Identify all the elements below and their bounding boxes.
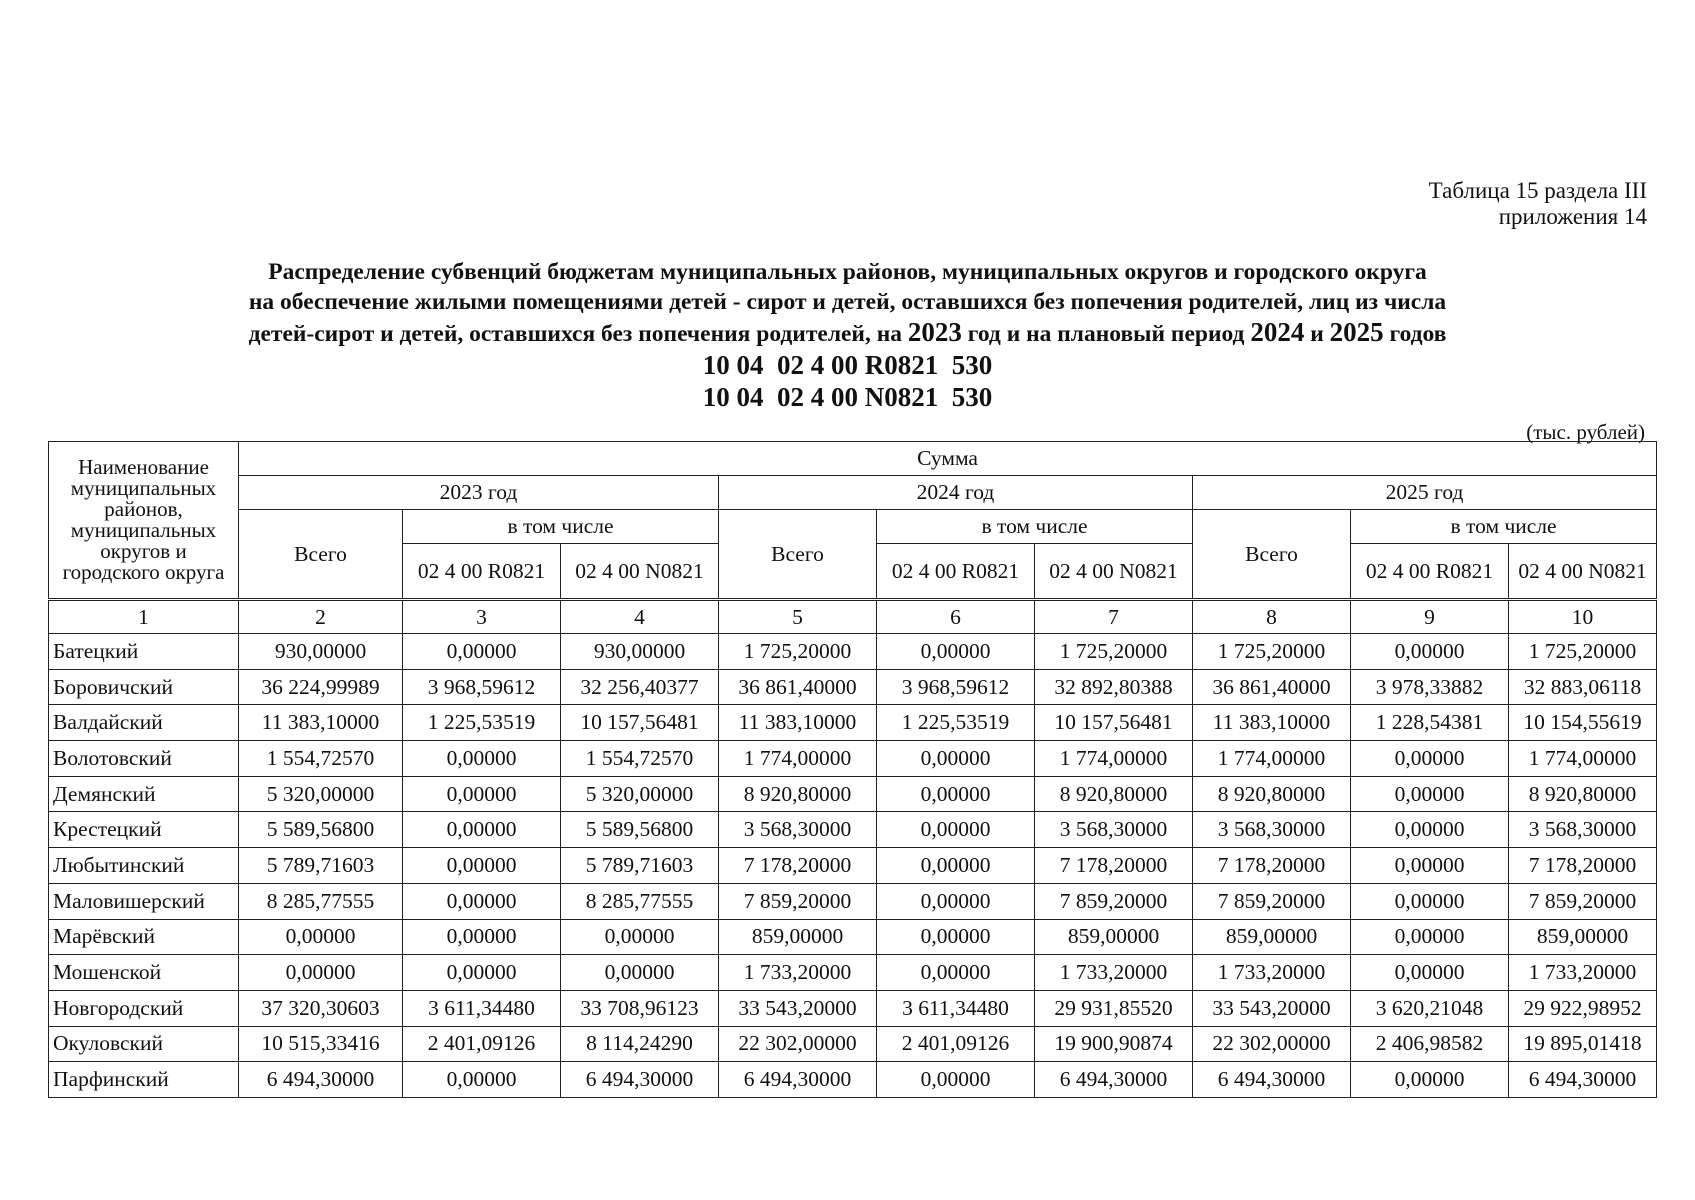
amount-cell: 7 859,20000 — [1035, 883, 1193, 919]
amount-cell: 7 178,20000 — [1509, 848, 1657, 884]
amount-cell: 1 733,20000 — [1035, 955, 1193, 991]
amount-cell: 1 733,20000 — [1509, 955, 1657, 991]
amount-cell: 29 922,98952 — [1509, 990, 1657, 1026]
amount-cell: 11 383,10000 — [1193, 705, 1351, 741]
header-row-including — [49, 510, 1657, 544]
column-header-r0821-2023: 02 4 00 R0821 — [403, 544, 561, 600]
amount-cell: 10 515,33416 — [239, 1026, 403, 1062]
amount-cell: 19 900,90874 — [1035, 1026, 1193, 1062]
amount-cell: 1 774,00000 — [1509, 741, 1657, 777]
amount-cell: 1 725,20000 — [1035, 634, 1193, 670]
amount-cell: 1 225,53519 — [403, 705, 561, 741]
amount-cell: 0,00000 — [1351, 634, 1509, 670]
amount-cell: 0,00000 — [877, 776, 1035, 812]
amount-cell: 8 920,80000 — [1509, 776, 1657, 812]
amount-cell: 10 154,55619 — [1509, 705, 1657, 741]
district-name: Марёвский — [49, 919, 239, 955]
amount-cell: 0,00000 — [877, 741, 1035, 777]
amount-cell: 0,00000 — [561, 955, 719, 991]
title-line-3-part-a: детей-сирот и детей, оставшихся без попечения родителей, на — [248, 321, 908, 347]
amount-cell: 10 157,56481 — [1035, 705, 1193, 741]
table-row — [49, 883, 1657, 919]
amount-cell: 36 861,40000 — [719, 669, 877, 705]
amount-cell: 0,00000 — [403, 848, 561, 884]
amount-cell: 0,00000 — [403, 634, 561, 670]
amount-cell: 8 920,80000 — [1193, 776, 1351, 812]
column-header-n0821-2025: 02 4 00 N0821 — [1509, 544, 1657, 600]
amount-cell: 1 554,72570 — [561, 741, 719, 777]
amount-cell: 5 789,71603 — [561, 848, 719, 884]
amount-cell: 36 861,40000 — [1193, 669, 1351, 705]
amount-cell: 6 494,30000 — [1509, 1062, 1657, 1098]
amount-cell: 0,00000 — [403, 1062, 561, 1098]
amount-cell: 8 114,24290 — [561, 1026, 719, 1062]
amount-cell: 5 589,56800 — [561, 812, 719, 848]
amount-cell: 0,00000 — [1351, 1062, 1509, 1098]
column-number: 6 — [877, 600, 1035, 634]
amount-cell: 0,00000 — [403, 883, 561, 919]
district-name: Новгородский — [49, 990, 239, 1026]
title-line-1: Распределение субвенций бюджетам муниципальных районов, муниципальных округов и городского округа — [268, 259, 1427, 285]
amount-cell: 1 725,20000 — [719, 634, 877, 670]
amount-cell: 32 256,40377 — [561, 669, 719, 705]
amount-cell: 1 774,00000 — [1035, 741, 1193, 777]
amount-cell: 7 859,20000 — [719, 883, 877, 919]
amount-cell: 1 225,53519 — [877, 705, 1035, 741]
amount-cell: 1 554,72570 — [239, 741, 403, 777]
district-name: Демянский — [49, 776, 239, 812]
appendix-reference-line1: Таблица 15 раздела III — [1428, 178, 1647, 203]
header-row-sum — [49, 442, 1657, 476]
amount-cell: 859,00000 — [1509, 919, 1657, 955]
column-header-including-2024: в том числе — [877, 510, 1193, 544]
table-row — [49, 669, 1657, 705]
column-number: 2 — [239, 600, 403, 634]
amount-cell: 6 494,30000 — [239, 1062, 403, 1098]
column-number: 7 — [1035, 600, 1193, 634]
amount-cell: 0,00000 — [561, 919, 719, 955]
column-header-including-2023: в том числе — [403, 510, 719, 544]
amount-cell: 0,00000 — [877, 955, 1035, 991]
amount-cell: 7 859,20000 — [1509, 883, 1657, 919]
title-line-3-part-c: и — [1304, 321, 1330, 347]
amount-cell: 3 968,59612 — [403, 669, 561, 705]
budget-code-r0821: 10 04 02 4 00 R0821 530 — [702, 350, 993, 380]
title-line-3-part-d: годов — [1383, 321, 1447, 347]
amount-cell: 11 383,10000 — [719, 705, 877, 741]
amount-cell: 22 302,00000 — [719, 1026, 877, 1062]
amount-cell: 0,00000 — [403, 812, 561, 848]
amount-cell: 0,00000 — [403, 955, 561, 991]
amount-cell: 859,00000 — [1193, 919, 1351, 955]
amount-cell: 3 611,34480 — [403, 990, 561, 1026]
amount-cell: 0,00000 — [877, 1062, 1035, 1098]
amount-cell: 29 931,85520 — [1035, 990, 1193, 1026]
amount-cell: 3 611,34480 — [877, 990, 1035, 1026]
column-number: 8 — [1193, 600, 1351, 634]
amount-cell: 2 406,98582 — [1351, 1026, 1509, 1062]
district-name: Любытинский — [49, 848, 239, 884]
amount-cell: 0,00000 — [239, 955, 403, 991]
amount-cell: 0,00000 — [1351, 883, 1509, 919]
header-row-years — [49, 476, 1657, 510]
district-name: Валдайский — [49, 705, 239, 741]
amount-cell: 33 708,96123 — [561, 990, 719, 1026]
subvention-table — [48, 441, 1657, 1098]
amount-cell: 0,00000 — [1351, 919, 1509, 955]
amount-cell: 3 978,33882 — [1351, 669, 1509, 705]
amount-cell: 32 892,80388 — [1035, 669, 1193, 705]
table-row — [49, 919, 1657, 955]
table-row — [49, 705, 1657, 741]
amount-cell: 0,00000 — [877, 848, 1035, 884]
amount-cell: 0,00000 — [1351, 848, 1509, 884]
amount-cell: 0,00000 — [1351, 741, 1509, 777]
budget-codes — [0, 349, 1695, 413]
amount-cell: 5 789,71603 — [239, 848, 403, 884]
amount-cell: 3 568,30000 — [1509, 812, 1657, 848]
amount-cell: 2 401,09126 — [403, 1026, 561, 1062]
district-name: Крестецкий — [49, 812, 239, 848]
district-name: Батецкий — [49, 634, 239, 670]
column-number: 1 — [49, 600, 239, 634]
district-name: Маловишерский — [49, 883, 239, 919]
amount-cell: 3 968,59612 — [877, 669, 1035, 705]
column-header-year-2023: 2023 год — [239, 476, 719, 510]
amount-cell: 0,00000 — [403, 741, 561, 777]
amount-cell: 1 733,20000 — [719, 955, 877, 991]
amount-cell: 6 494,30000 — [561, 1062, 719, 1098]
amount-cell: 8 920,80000 — [1035, 776, 1193, 812]
amount-cell: 7 178,20000 — [1035, 848, 1193, 884]
amount-cell: 33 543,20000 — [1193, 990, 1351, 1026]
amount-cell: 3 568,30000 — [719, 812, 877, 848]
column-number: 4 — [561, 600, 719, 634]
amount-cell: 0,00000 — [877, 812, 1035, 848]
column-header-n0821-2023: 02 4 00 N0821 — [561, 544, 719, 600]
column-header-sum: Сумма — [239, 442, 1657, 476]
amount-cell: 7 859,20000 — [1193, 883, 1351, 919]
amount-cell: 0,00000 — [1351, 812, 1509, 848]
table-row — [49, 848, 1657, 884]
district-name: Боровичский — [49, 669, 239, 705]
column-header-total-2024: Всего — [719, 510, 877, 600]
column-header-including-2025: в том числе — [1351, 510, 1657, 544]
table-row — [49, 812, 1657, 848]
amount-cell: 1 725,20000 — [1193, 634, 1351, 670]
amount-cell: 0,00000 — [1351, 955, 1509, 991]
title-line-2: на обеспечение жилыми помещениями детей - сирот и детей, оставшихся без попечения родителей, лиц из числа — [248, 289, 1447, 315]
column-header-year-2024: 2024 год — [719, 476, 1193, 510]
title-year-2024: 2024 — [1250, 317, 1305, 347]
amount-cell: 0,00000 — [239, 919, 403, 955]
amount-cell: 8 920,80000 — [719, 776, 877, 812]
district-name: Мошенской — [49, 955, 239, 991]
amount-cell: 5 320,00000 — [239, 776, 403, 812]
amount-cell: 0,00000 — [877, 919, 1035, 955]
column-header-total-2023: Всего — [239, 510, 403, 600]
title-year-2023: 2023 — [907, 317, 962, 347]
amount-cell: 33 543,20000 — [719, 990, 877, 1026]
amount-cell: 0,00000 — [1351, 776, 1509, 812]
amount-cell: 22 302,00000 — [1193, 1026, 1351, 1062]
amount-cell: 0,00000 — [877, 634, 1035, 670]
amount-cell: 1 774,00000 — [1193, 741, 1351, 777]
column-header-r0821-2025: 02 4 00 R0821 — [1351, 544, 1509, 600]
units-label: (тыс. рублей) — [1526, 420, 1645, 444]
amount-cell: 2 401,09126 — [877, 1026, 1035, 1062]
column-header-total-2025: Всего — [1193, 510, 1351, 600]
amount-cell: 10 157,56481 — [561, 705, 719, 741]
column-number: 10 — [1509, 600, 1657, 634]
amount-cell: 0,00000 — [877, 883, 1035, 919]
column-header-n0821-2024: 02 4 00 N0821 — [1035, 544, 1193, 600]
amount-cell: 930,00000 — [561, 634, 719, 670]
table-row — [49, 776, 1657, 812]
appendix-reference — [1429, 178, 1647, 230]
district-name: Парфинский — [49, 1062, 239, 1098]
title-line-3 — [60, 317, 1635, 349]
amount-cell: 11 383,10000 — [239, 705, 403, 741]
amount-cell: 19 895,01418 — [1509, 1026, 1657, 1062]
column-header-r0821-2024: 02 4 00 R0821 — [877, 544, 1035, 600]
budget-code-n0821: 10 04 02 4 00 N0821 530 — [702, 382, 993, 412]
column-number-row — [49, 600, 1657, 634]
district-name: Волотовский — [49, 741, 239, 777]
amount-cell: 3 568,30000 — [1193, 812, 1351, 848]
amount-cell: 1 725,20000 — [1509, 634, 1657, 670]
amount-cell: 5 589,56800 — [239, 812, 403, 848]
amount-cell: 8 285,77555 — [561, 883, 719, 919]
amount-cell: 6 494,30000 — [719, 1062, 877, 1098]
table-row — [49, 1026, 1657, 1062]
amount-cell: 3 620,21048 — [1351, 990, 1509, 1026]
amount-cell: 7 178,20000 — [719, 848, 877, 884]
title-line-3-part-b: год и на плановый период — [961, 321, 1251, 347]
amount-cell: 5 320,00000 — [561, 776, 719, 812]
amount-cell: 859,00000 — [1035, 919, 1193, 955]
amount-cell: 0,00000 — [403, 919, 561, 955]
amount-cell: 36 224,99989 — [239, 669, 403, 705]
amount-cell: 6 494,30000 — [1035, 1062, 1193, 1098]
column-number: 5 — [719, 600, 877, 634]
table-row — [49, 634, 1657, 670]
amount-cell: 6 494,30000 — [1193, 1062, 1351, 1098]
title-year-2025: 2025 — [1329, 317, 1384, 347]
amount-cell: 930,00000 — [239, 634, 403, 670]
amount-cell: 32 883,06118 — [1509, 669, 1657, 705]
column-number: 3 — [403, 600, 561, 634]
column-number: 9 — [1351, 600, 1509, 634]
amount-cell: 7 178,20000 — [1193, 848, 1351, 884]
column-header-year-2025: 2025 год — [1193, 476, 1657, 510]
appendix-reference-line2: приложения 14 — [1498, 204, 1647, 229]
table-row — [49, 1062, 1657, 1098]
amount-cell: 0,00000 — [403, 776, 561, 812]
amount-cell: 1 228,54381 — [1351, 705, 1509, 741]
amount-cell: 859,00000 — [719, 919, 877, 955]
amount-cell: 1 774,00000 — [719, 741, 877, 777]
table-row — [49, 990, 1657, 1026]
document-title — [60, 257, 1635, 349]
amount-cell: 37 320,30603 — [239, 990, 403, 1026]
amount-cell: 3 568,30000 — [1035, 812, 1193, 848]
column-header-name: Наименование муниципальных районов, муниципальных округов и городского округа — [49, 442, 239, 600]
amount-cell: 8 285,77555 — [239, 883, 403, 919]
table-row — [49, 955, 1657, 991]
table-row — [49, 741, 1657, 777]
amount-cell: 1 733,20000 — [1193, 955, 1351, 991]
district-name: Окуловский — [49, 1026, 239, 1062]
